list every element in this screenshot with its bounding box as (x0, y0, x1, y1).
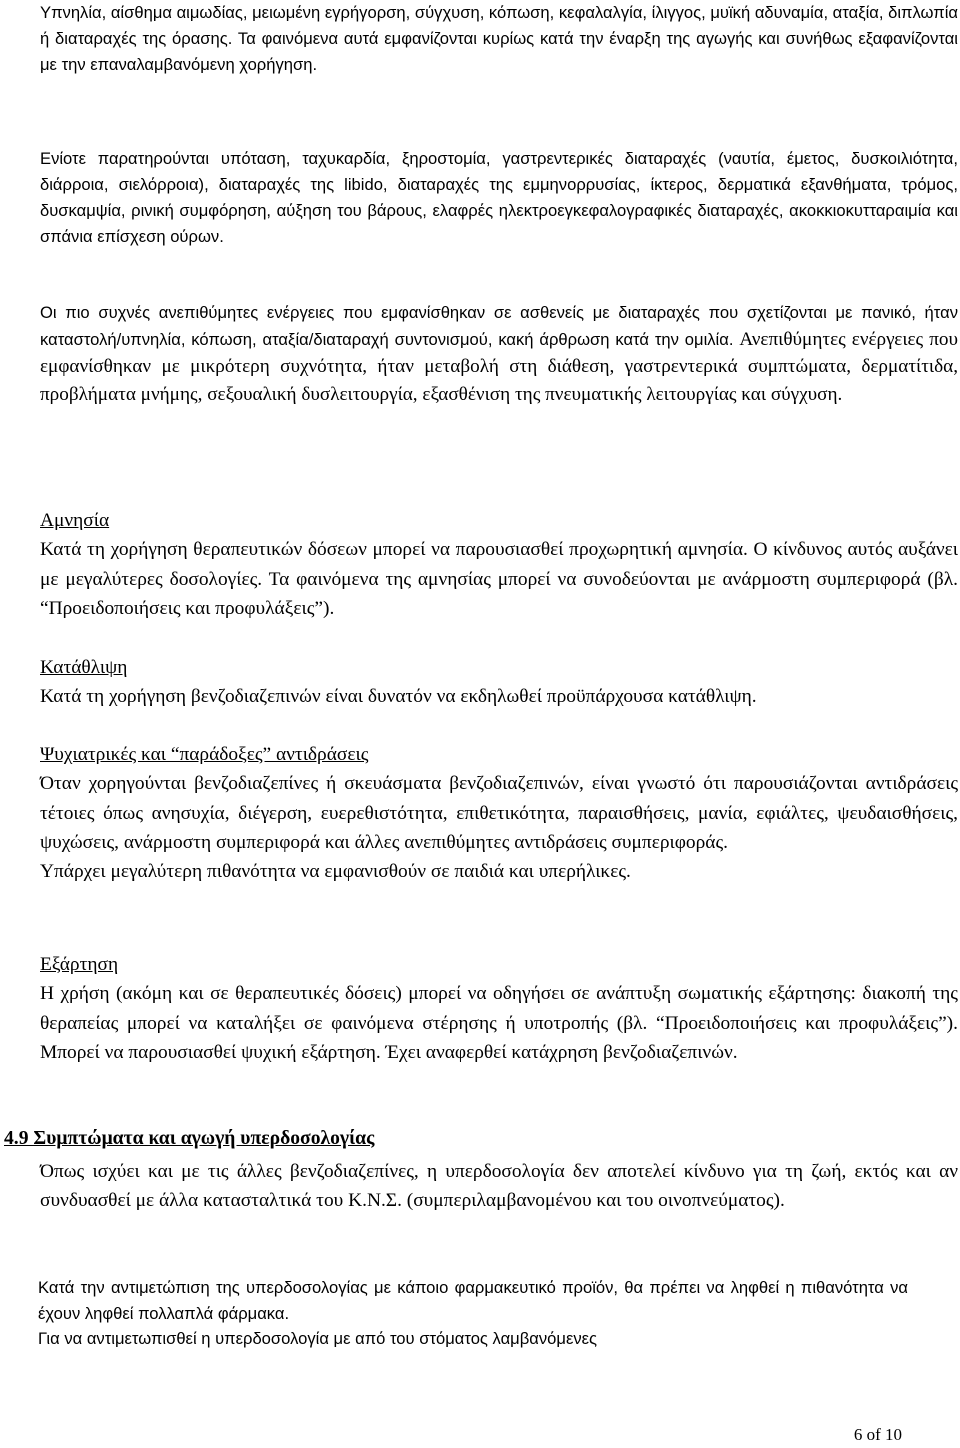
psychiatric-text: Όταν χορηγούνται βενζοδιαζεπίνες ή σκευάσματα βενζοδιαζεπινών, είναι γνωστό ότι παρουσιάζονται αντιδράσεις τέτοιες όπως ανησυχία, διέγερση, ευερεθιστότητα, επιθετικότητα, παραισθήσεις, μανία, εφιάλτες, ψευδαισθήσεις, ψυχώσεις, ανάρμοστη συμπεριφορά και άλλες ανεπιθύμητες αντιδράσεις συμπεριφοράς. (40, 773, 958, 853)
page-number: 6 of 10 (853, 1425, 902, 1444)
side-effects-paragraph-2: Ενίοτε παρατηρούνται υπόταση, ταχυκαρδία, ξηροστομία, γαστρεντερικές διαταραχές (ναυτία, έμετος, δυσκοιλιότητα, διάρροια, σιελόρροια), διαταραχές της libido, διαταραχές της εμμηνορρυσίας, ίκτερος, δερματικά εξανθήματα, τρόμος, δυσκαμψία, ρινική συμφόρηση, αύξηση του βάρους, ελαφρές ηλεκτροεγκεφαλογραφικές διαταραχές, ακοκκιοκυτταραιμία και σπάνια επίσχεση ούρων. (40, 149, 958, 246)
less-frequent-effects-text: Ανεπιθύμητες ενέργειες που εμφανίσθηκαν με μικρότερη συχνότητα, ήταν μεταβολή στη διάθεση, γαστρεντερικά συμπτώματα, δερματίτιδα, προβλήματα μνήμης, σεξουαλική δυσλειτουργία, εξασθένιση της πνευματικής λειτουργίας και σύγχυση. (40, 329, 958, 405)
side-effects-paragraph-3 (40, 299, 958, 408)
amnesia-text: Κατά τη χορήγηση θεραπευτικών δόσεων μπορεί να παρουσιασθεί προχωρητική αμνησία. Ο κίνδυνος αυτός αυξάνει με μεγαλύτερες δοσολογίες. Τα φαινόμενα της αμνησίας μπορεί να συνοδεύονται με ανάρμοστη συμπεριφορά (βλ. “Προειδοποιήσεις και προφυλάξεις”). (40, 539, 958, 619)
depression-section (40, 653, 958, 712)
overdose-text-2: Κατά την αντιμετώπιση της υπερδοσολογίας με κάποιο φαρμακευτικό προϊόν, θα πρέπει να ληφθεί η πιθανότητα να έχουν ληφθεί πολλαπλά φάρμακα. (38, 1278, 908, 1323)
dependence-section (40, 950, 958, 1067)
overdose-text-3: Για να αντιμετωπισθεί η υπερδοσολογία με από του στόματος λαμβανόμενες (38, 1329, 598, 1348)
side-effects-paragraph-1: Υπνηλία, αίσθημα αιμωδίας, μειωμένη εγρήγορση, σύγχυση, κόπωση, κεφαλαλγία, ίλιγγος, μυϊκή αδυναμία, αταξία, διπλωπία ή διαταραχές της όρασης. Τα φαινόμενα αυτά εμφανίζονται κυρίως κατά την έναρξη της αγωγής και συνήθως εξαφανίζονται με την επαναλαμβανόμενη χορήγηση. (40, 3, 958, 74)
psychiatric-section (40, 740, 958, 886)
depression-heading: Κατάθλιψη (40, 657, 128, 678)
dependence-text: Η χρήση (ακόμη και σε θεραπευτικές δόσεις) μπορεί να οδηγήσει σε ανάπτυξη σωματικής εξάρτησης: διακοπή της θεραπείας μπορεί να καταλήξει σε φαινόμενα στέρησης ή υποτροπής (βλ. “Προειδοποιήσεις και προφυλάξεις”). Μπορεί να παρουσιασθεί ψυχική εξάρτηση. Έχει αναφερθεί κατάχρηση βενζοδιαζεπινών. (40, 983, 958, 1063)
amnesia-section (40, 506, 958, 623)
depression-text: Κατά τη χορήγηση βενζοδιαζεπινών είναι δυνατόν να εκδηλωθεί προϋπάρχουσα κατάθλιψη. (40, 686, 757, 708)
overdose-text: Όπως ισχύει και με τις άλλες βενζοδιαζεπίνες, η υπερδοσολογία δεν αποτελεί κίνδυνο για τη ζωή, εκτός και αν συνδυασθεί με άλλα κατασταλτικά του Κ.Ν.Σ. (συμπεριλαμβανομένου και του οινοπνεύματος). (40, 1161, 958, 1212)
amnesia-heading: Αμνησία (40, 510, 110, 531)
dependence-heading: Εξάρτηση (40, 954, 119, 975)
frequent-effects-text: Οι πιο συχνές ανεπιθύμητες ενέργειες που εμφανίσθηκαν σε ασθενείς με διαταραχές που σχετίζονται με πανικό, ήταν καταστολή/υπνηλία, κόπωση, αταξία/διαταραχή συντονισμού, κακή άρθρωση κατά την ομιλία. (40, 303, 958, 350)
overdose-management (38, 1275, 908, 1352)
psychiatric-text-2: Υπάρχει μεγαλύτερη πιθανότητα να εμφανισθούν σε παιδιά και υπερήλικες. (40, 861, 631, 883)
psychiatric-heading: Ψυχιατρικές και “παράδοξες” αντιδράσεις (40, 744, 369, 765)
overdose-section-title: 4.9 Συμπτώματα και αγωγή υπερδοσολογίας (4, 1128, 375, 1149)
